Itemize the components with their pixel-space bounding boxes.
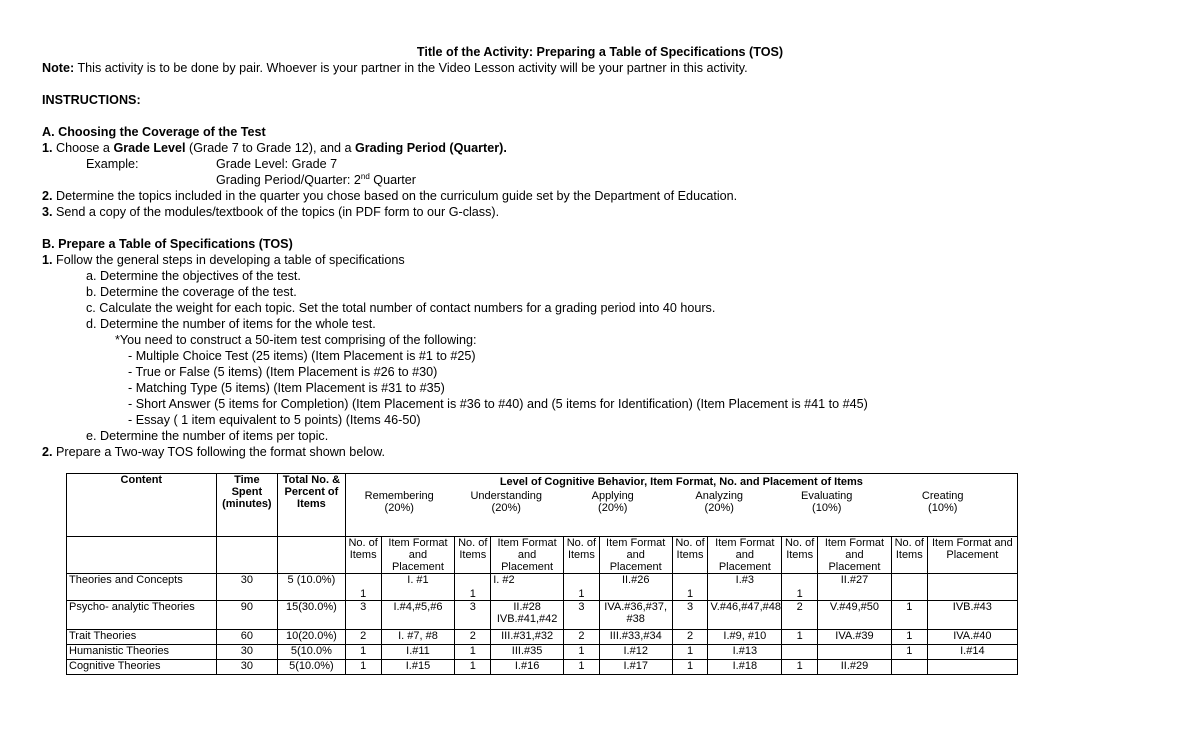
cell-placement [927,574,1017,601]
cell-count: 1 [891,645,927,660]
cell-count: 1 [672,645,708,660]
row-time: 90 [216,601,277,630]
level-evaluating: Evaluating (10%) [801,490,853,514]
cell-placement: I.#4,#5,#6 [381,601,455,630]
sub-item-format: Item Format and Placement [599,537,672,574]
cell-count: 1 [345,660,381,675]
cell-count: 1 [455,645,491,660]
row-content: Cognitive Theories [67,660,217,675]
step-c: c. Calculate the weight for each topic. Set the total number of contact numbers for a grading period into 40 hours. [86,301,716,315]
section-b-heading: B. Prepare a Table of Specifications (TOS) [42,237,293,251]
sub-item-format: Item Format and Placement [708,537,782,574]
section-b-item-2: 2. Prepare a Two-way TOS following the format shown below. [42,445,386,459]
cell-placement: I.#12 [599,645,672,660]
sub-item-format: Item Format and Placement [491,537,564,574]
test-part-bullet: - Multiple Choice Test (25 items) (Item Placement is #1 to #25) [128,349,476,363]
cell-placement [927,660,1017,675]
header-levels [345,474,1017,537]
item-number: 1. [42,141,53,155]
row-time: 30 [216,660,277,675]
cell-placement: IVA.#40 [927,630,1017,645]
row-total: 5 (10.0%) [278,574,346,601]
row-total: 5(10.0%) [278,660,346,675]
level-title: Level of Cognitive Behavior, Item Format, No. and Placement of Items [499,476,863,488]
row-content: Theories and Concepts [67,574,217,601]
row-content: Psycho- analytic Theories [67,601,217,630]
cell-count: 2 [672,630,708,645]
row-time: 30 [216,574,277,601]
cell-placement: II.#28 IVB.#41,#42 [491,601,564,630]
sub-no-items: No. of Items [455,537,491,574]
cell-placement: II.#26 [599,574,672,601]
cell-count: 3 [672,601,708,630]
cell-count: 2 [563,630,599,645]
cell-count: 1 [782,660,818,675]
step-e: e. Determine the number of items per topic. [86,429,329,443]
cell-count: 1 [672,574,708,601]
cell-count: 1 [563,574,599,601]
header-time-spent: Time Spent (minutes) [216,474,277,537]
sub-no-items: No. of Items [672,537,708,574]
cell-placement: I.#17 [599,660,672,675]
test-part-bullet: - Matching Type (5 items) (Item Placement is #31 to #35) [128,381,445,395]
level-names [346,490,1017,514]
row-content: Humanistic Theories [67,645,217,660]
example-row-2 [42,172,1162,188]
example-line-1: Grade Level: Grade 7 [216,157,338,171]
test-part-bullet: - Essay ( 1 item equivalent to 5 points) (Items 46-50) [128,413,421,427]
cell-placement: II.#27 [818,574,892,601]
step-a: a. Determine the objectives of the test. [86,269,301,283]
cell-placement: I. #7, #8 [381,630,455,645]
document-body [42,44,1162,460]
construct-note: *You need to construct a 50-item test comprising of the following: [115,333,477,347]
cell-count: 1 [782,574,818,601]
cell-placement: V.#46,#47,#48 [708,601,782,630]
sub-no-items: No. of Items [782,537,818,574]
step-d: d. Determine the number of items for the whole test. [86,317,376,331]
cell-placement: III.#31,#32 [491,630,564,645]
cell-count: 2 [345,630,381,645]
cell-placement: I.#18 [708,660,782,675]
cell-placement: I. #1 [381,574,455,601]
cell-count: 1 [345,645,381,660]
cell-placement [818,645,892,660]
cell-placement: I.#9, #10 [708,630,782,645]
example-row [42,156,1162,172]
sub-item-format: Item Format and Placement [927,537,1017,574]
cell-count: 1 [455,574,491,601]
level-understanding: Understanding (20%) [470,490,542,514]
section-a-heading: A. Choosing the Coverage of the Test [42,125,266,139]
cell-count: 1 [672,660,708,675]
table-row [67,660,1018,675]
section-a-item-2: 2. Determine the topics included in the quarter you chose based on the curriculum guide set by the Department of Education. [42,189,738,203]
page-title: Title of the Activity: Preparing a Table of Specifications (TOS) [416,45,784,59]
cell-count: 3 [563,601,599,630]
cell-placement: I.#3 [708,574,782,601]
cell-count: 1 [345,574,381,601]
cell-placement: IVA.#36,#37, #38 [599,601,672,630]
cell-placement: I.#16 [491,660,564,675]
note-label: Note: [42,61,75,75]
sub-no-items: No. of Items [345,537,381,574]
item-text: Choose a [52,141,114,155]
table-row [67,630,1018,645]
grading-period-term: Grading Period (Quarter). [354,141,507,155]
tos-table [66,473,1018,675]
sub-no-items: No. of Items [891,537,927,574]
cell-placement: III.#33,#34 [599,630,672,645]
grade-level-term: Grade Level [113,141,186,155]
row-total: 5(10.0% [278,645,346,660]
test-part-bullet: - True or False (5 items) (Item Placement is #26 to #30) [128,365,438,379]
cell-placement: IVA.#39 [818,630,892,645]
cell-count: 2 [455,630,491,645]
cell-count [891,574,927,601]
sub-item-format: Item Format and Placement [818,537,892,574]
cell-placement: I.#13 [708,645,782,660]
level-analyzing: Analyzing (20%) [695,490,744,514]
table-row [67,645,1018,660]
section-a-item-3: 3. Send a copy of the modules/textbook of the topics (in PDF form to our G-class). [42,205,500,219]
level-applying: Applying (20%) [591,490,634,514]
header-total-items: Total No. & Percent of Items [278,474,346,537]
row-time: 30 [216,645,277,660]
note-text: This activity is to be done by pair. Whoever is your partner in the Video Lesson activity will be your partner in this activity. [74,61,748,75]
cell-placement: IVB.#43 [927,601,1017,630]
cell-count: 1 [891,601,927,630]
item-text: (Grade 7 to Grade 12), and a [185,141,355,155]
level-remembering: Remembering (20%) [364,490,434,514]
cell-count: 1 [563,660,599,675]
example-label: Example: [86,157,139,171]
instructions-heading: INSTRUCTIONS: [42,93,141,107]
cell-placement: I.#14 [927,645,1017,660]
cell-placement: II.#29 [818,660,892,675]
note-line [42,60,1162,76]
row-total: 15(30.0%) [278,601,346,630]
section-a-item-1 [42,140,1162,156]
cell-count: 1 [891,630,927,645]
cell-count [891,660,927,675]
sub-no-items: No. of Items [563,537,599,574]
row-content: Trait Theories [67,630,217,645]
cell-placement: V.#49,#50 [818,601,892,630]
level-creating: Creating (10%) [921,490,964,514]
cell-placement: I. #2 [491,574,564,601]
table-row [67,601,1018,630]
section-b-item-1: 1. Follow the general steps in developing a table of specifications [42,253,405,267]
row-time: 60 [216,630,277,645]
cell-count [782,645,818,660]
cell-placement: III.#35 [491,645,564,660]
sub-item-format: Item Format and Placement [381,537,455,574]
cell-placement: I.#15 [381,660,455,675]
cell-count: 2 [782,601,818,630]
table-row [67,574,1018,601]
step-b: b. Determine the coverage of the test. [86,285,297,299]
cell-count: 3 [455,601,491,630]
cell-count: 1 [455,660,491,675]
cell-count: 3 [345,601,381,630]
test-part-bullet: - Short Answer (5 items for Completion) (Item Placement is #36 to #40) and (5 items for Identification) (Item Placement is #41 to #45) [128,397,868,411]
row-total: 10(20.0%) [278,630,346,645]
example-line-2: Grading Period/Quarter: 2nd Quarter [216,171,417,187]
cell-count: 1 [782,630,818,645]
cell-count: 1 [563,645,599,660]
header-content: Content [67,474,217,537]
cell-placement: I.#11 [381,645,455,660]
